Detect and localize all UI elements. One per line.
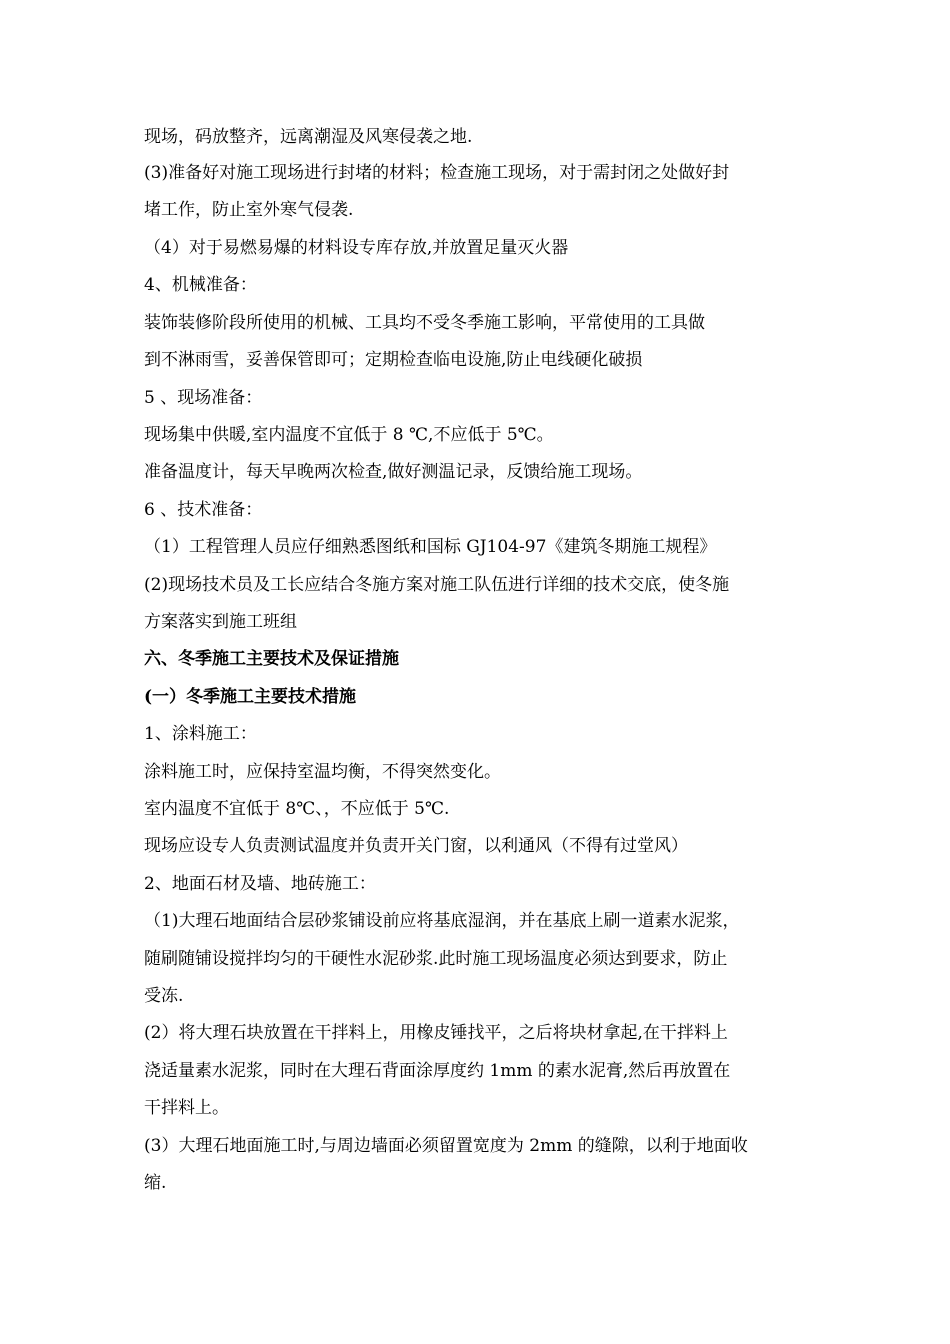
text-line: 装饰装修阶段所使用的机械、工具均不受冬季施工影响，平常使用的工具做 [144,313,705,333]
section-heading: 6 、技术准备： [144,500,263,520]
text-line: (2）将大理石块放置在干拌料上，用橡皮锤找平，之后将块材拿起,在干拌料上 [144,1023,728,1043]
text-line: 涂料施工时，应保持室温均衡，不得突然变化。 [144,762,501,782]
text-line: (3)准备好对施工现场进行封堵的材料；检查施工现场，对于需封闭之处做好封 [144,163,730,183]
text-line: （4）对于易燃易爆的材料设专库存放,并放置足量灭火器 [144,238,569,258]
section-heading: 5 、现场准备： [144,388,263,408]
text-line: 室内温度不宜低于 8℃、，不应低于 5℃. [144,799,450,819]
section-heading: 2、地面石材及墙、地砖施工： [144,874,376,894]
text-line: (3）大理石地面施工时,与周边墙面必须留置宽度为 2mm 的缝隙，以利于地面收 [144,1136,748,1156]
text-line: 堵工作，防止室外寒气侵袭. [144,200,354,220]
text-line: （1）工程管理人员应仔细熟悉图纸和国标 GJ104-97《建筑冬期施工规程》 [144,537,717,557]
text-line: 浇适量素水泥浆，同时在大理石背面涂厚度约 1mm 的素水泥膏,然后再放置在 [144,1061,731,1081]
section-heading: 4、机械准备： [144,275,257,295]
text-line: 现场集中供暖,室内温度不宜低于 8 ℃,不应低于 5℃。 [144,425,554,445]
text-line: 随刷随铺设搅拌均匀的干硬性水泥砂浆.此时施工现场温度必须达到要求，防止 [144,949,728,969]
text-line: (2)现场技术员及工长应结合冬施方案对施工队伍进行详细的技术交底，使冬施 [144,575,730,595]
section-heading: 1、涂料施工： [144,724,257,744]
text-line: 现场，码放整齐，远离潮湿及风寒侵袭之地. [144,127,473,147]
text-line: 现场应设专人负责测试温度并负责开关门窗，以利通风（不得有过堂风） [144,836,688,856]
text-line: 准备温度计，每天早晚两次检查,做好测温记录，反馈给施工现场。 [144,462,643,482]
text-line: 方案落实到施工班组 [144,612,297,632]
text-line: （1)大理石地面结合层砂浆铺设前应将基底湿润，并在基底上刷一道素水泥浆， [144,911,740,931]
text-line: 缩. [144,1173,167,1193]
text-line: 干拌料上。 [144,1098,229,1118]
subsection-heading: (一）冬季施工主要技术措施 [144,687,357,707]
text-line: 受冻. [144,986,184,1006]
chapter-heading: 六、冬季施工主要技术及保证措施 [144,649,399,669]
text-line: 到不淋雨雪，妥善保管即可；定期检查临电设施,防止电线硬化破损 [144,350,643,370]
